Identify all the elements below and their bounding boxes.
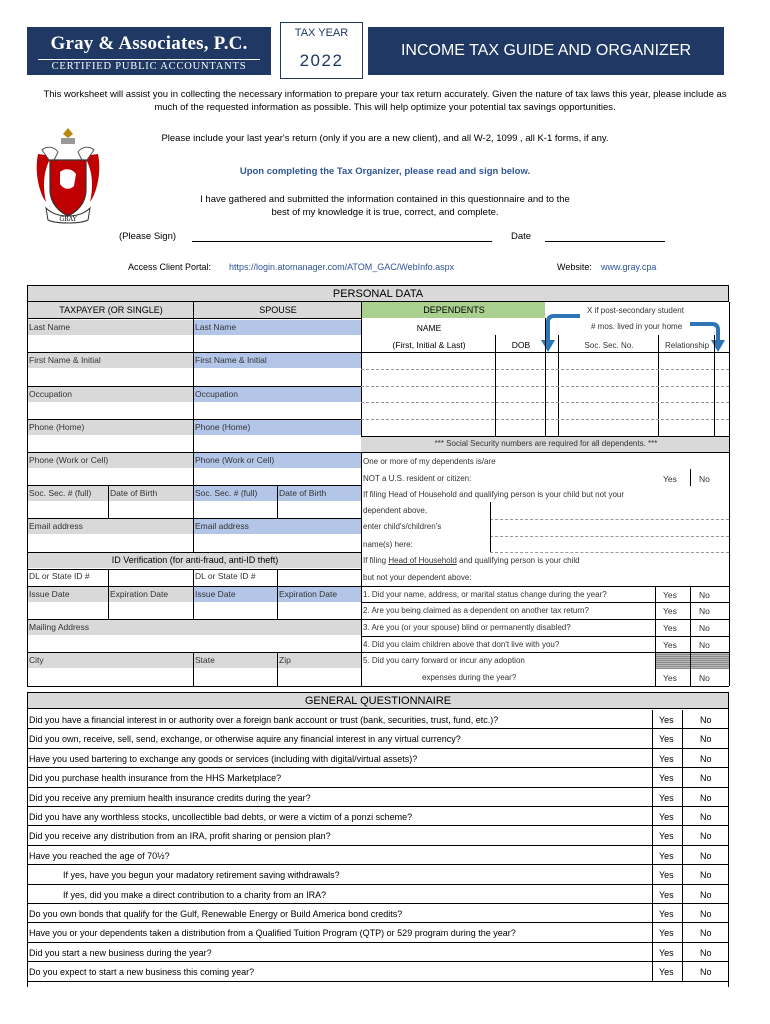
date-label: Date [511, 231, 532, 242]
pd-question-1: 1. Did your name, address, or marital status change during the year? [363, 590, 607, 599]
yes-option[interactable]: Yes [659, 928, 674, 939]
mailing-address: Mailing Address [27, 620, 361, 635]
city: City [27, 653, 193, 668]
yes-option[interactable]: Yes [659, 850, 674, 861]
pd-question-5a: 5. Did you carry forward or incur any adoption [363, 656, 525, 665]
yes-option[interactable]: Yes [659, 792, 674, 803]
question-text: If yes, did you make a direct contribution to a charity from an IRA? [63, 889, 327, 900]
no-option[interactable]: No [700, 850, 712, 861]
pd-question-2: 2. Are you being claimed as a dependent on another tax return? [363, 606, 589, 615]
question-row [27, 710, 729, 729]
pd-question-4: 4. Did you claim children above that don't live with you? [363, 640, 560, 649]
question-row [27, 826, 729, 845]
sp-ssn: Soc. Sec. # (full) [193, 486, 277, 501]
no-option[interactable]: No [700, 889, 712, 900]
pd-q5-no[interactable]: No [699, 673, 710, 683]
firm-rule [38, 59, 260, 60]
sp-email: Email address [193, 519, 361, 534]
question-row [27, 904, 729, 923]
tp-first-name: First Name & Initial [27, 353, 193, 368]
firm-subtitle: CERTIFIED PUBLIC ACCOUNTANTS [51, 61, 247, 72]
question-row [27, 846, 729, 865]
id-verification-header: ID Verification (for anti-fraud, anti-ID theft) [27, 553, 361, 568]
pd-q3-yes[interactable]: Yes [663, 623, 677, 633]
question-text: Have you reached the age of 70½? [29, 850, 170, 861]
question-text: Did you start a new business during the year? [29, 947, 212, 958]
tp-expiration: Expiration Date [108, 587, 193, 602]
question-row [27, 749, 729, 768]
no-option[interactable]: No [700, 734, 712, 745]
tp-phone-home: Phone (Home) [27, 420, 193, 435]
tp-ssn: Soc. Sec. # (full) [27, 486, 108, 501]
ssn-required-note: *** Social Security numbers are required for all dependents. *** [361, 436, 729, 452]
svg-text:GRAY: GRAY [59, 216, 77, 223]
months-note: # mos. lived in your home [591, 322, 683, 331]
website-link[interactable]: www.gray.cpa [601, 262, 657, 272]
no-option[interactable]: No [700, 909, 712, 919]
gathered-line: I have gathered and submitted the information contained in this questionnaire and to the best of my knowledge it is true, correct, and complete. [200, 194, 570, 218]
dependents-header: DEPENDENTS [361, 302, 545, 318]
firm-name: Gray & Associates, P.C. [50, 33, 248, 54]
pd-q5-yes[interactable]: Yes [663, 673, 677, 683]
yes-option[interactable]: Yes [659, 947, 674, 958]
pd-q2-yes[interactable]: Yes [663, 606, 677, 616]
hoh-5a: If filing [363, 556, 389, 565]
question-text: Have you used bartering to exchange any goods or services (including with digital/virtual assets)? [29, 753, 418, 764]
dep-name-sub: (First, Initial & Last) [392, 340, 466, 350]
no-option[interactable]: No [700, 947, 712, 958]
portal-link[interactable]: https://login.atomanager.com/ATOM_GAC/WebInfo.aspx [229, 262, 455, 272]
no-option[interactable]: No [700, 715, 712, 725]
hoh-line-3: enter child's/children's [363, 522, 442, 531]
no-option[interactable]: No [700, 967, 712, 978]
no-option[interactable]: No [700, 831, 712, 842]
sp-phone-work: Phone (Work or Cell) [193, 453, 361, 468]
date-field[interactable] [545, 241, 665, 242]
question-text: Do you expect to start a new business this coming year? [29, 967, 255, 978]
question-row [27, 923, 729, 942]
tp-phone-work: Phone (Work or Cell) [27, 453, 193, 468]
question-row [27, 729, 729, 748]
hoh-line-1: If filing Head of Household and qualifying person is your child but not your [363, 490, 625, 499]
question-text: Did you receive any premium health insurance credits during the year? [29, 792, 311, 803]
question-text: Do you own bonds that qualify for the Gulf, Renewable Energy or Build America bond credits? [29, 909, 403, 919]
q5-shaded-cell [656, 653, 729, 669]
sp-expiration: Expiration Date [277, 587, 361, 602]
state: State [193, 653, 277, 668]
pd-q2-no[interactable]: No [699, 606, 710, 616]
firm-logo-box [27, 27, 271, 75]
taxpayer-header: TAXPAYER (OR SINGLE) [27, 302, 193, 318]
sp-first-name: First Name & Initial [193, 353, 361, 368]
no-option[interactable]: No [700, 773, 712, 784]
dep-relationship-header: Relationship [664, 341, 710, 350]
question-text: Did you have a financial interest in or authority over a foreign bank account or trust (bank, securities, trust, fund, etc.)? [29, 715, 499, 725]
spouse-header: SPOUSE [193, 302, 361, 318]
yes-option[interactable]: Yes [659, 967, 674, 978]
question-text: Have you or your dependents taken a distribution from a Qualified Tuition Program (QTP) or 529 program during the year? [29, 928, 516, 939]
yes-option[interactable]: Yes [659, 734, 674, 745]
tp-occupation: Occupation [27, 387, 193, 402]
yes-option[interactable]: Yes [659, 909, 674, 919]
sp-occupation: Occupation [193, 387, 361, 402]
question-row [27, 943, 729, 962]
hoh-line-6: but not your dependent above: [363, 573, 472, 582]
zip: Zip [277, 653, 361, 668]
not-us-yes[interactable]: Yes [663, 474, 677, 484]
hoh-line-4: name(s) here: [363, 540, 413, 549]
question-row [27, 807, 729, 826]
yes-option[interactable]: Yes [659, 870, 674, 881]
no-option[interactable]: No [700, 870, 712, 881]
tp-dl: DL or State ID # [29, 571, 90, 581]
website-label: Website: [557, 262, 592, 272]
no-option[interactable]: No [700, 812, 712, 822]
sp-dob: Date of Birth [277, 486, 361, 501]
question-row [27, 962, 729, 981]
yes-option[interactable]: Yes [659, 889, 674, 900]
question-text: If yes, have you begun your madatory retirement saving withdrawals? [63, 870, 340, 881]
sp-dl: DL or State ID # [195, 571, 256, 581]
guide-title: INCOME TAX GUIDE AND ORGANIZER [368, 27, 724, 75]
yes-option[interactable]: Yes [659, 812, 674, 822]
pd-q4-yes[interactable]: Yes [663, 640, 677, 650]
sign-label: (Please Sign) [119, 231, 177, 242]
sp-phone-home: Phone (Home) [193, 420, 361, 435]
yes-option[interactable]: Yes [659, 831, 674, 842]
personal-data-title: PERSONAL DATA [27, 285, 729, 302]
hoh-line-2: dependent above, [363, 506, 428, 515]
sp-last-name: Last Name [193, 320, 361, 335]
not-us-no[interactable]: No [699, 474, 710, 484]
question-text: Did you own, receive, sell, send, exchange, or otherwise aquire any financial interest in any virtual currency? [29, 734, 461, 745]
tp-dob: Date of Birth [108, 486, 193, 501]
upon-line: Upon completing the Tax Organizer, please read and sign below. [239, 166, 531, 177]
pd-question-3: 3. Are you (or your spouse) blind or permanently disabled? [363, 623, 571, 632]
tax-year-value: 2022 [299, 51, 344, 70]
sp-issue-date: Issue Date [193, 587, 277, 602]
dep-dob-header: DOB [511, 340, 531, 350]
question-row [27, 768, 729, 787]
pd-q1-yes[interactable]: Yes [663, 590, 677, 600]
tax-year-label: TAX YEAR [294, 27, 349, 39]
pd-q1-no[interactable]: No [699, 590, 710, 600]
dep-name-header: NAME [416, 323, 442, 333]
question-row [27, 788, 729, 807]
question-text: Did you receive any distribution from an IRA, profit sharing or pension plan? [29, 831, 331, 842]
one-or-more-label: One or more of my dependents is/are [363, 457, 496, 466]
tp-last-name: Last Name [27, 320, 193, 335]
hoh-5c: and qualifying person is your child [456, 556, 580, 565]
pd-question-5b: expenses during the year? [422, 673, 517, 682]
pd-q4-no[interactable]: No [699, 640, 710, 650]
signature-field[interactable] [192, 241, 492, 242]
hoh-line-5 [361, 556, 580, 565]
yes-option[interactable]: Yes [659, 753, 674, 764]
intro-text: This worksheet will assist you in collecting the necessary information to prepare your tax return accurately. Given the nature of tax laws this year, please include as much of the requested information as possible. This will help optimize your potential tax savings opportunities. [43, 89, 727, 113]
portal-label: Access Client Portal: [128, 262, 212, 272]
general-questionnaire-title: GENERAL QUESTIONNAIRE [27, 692, 729, 709]
no-option[interactable]: No [700, 753, 712, 764]
no-option[interactable]: No [700, 928, 712, 939]
hoh-5b: Head of Household [388, 556, 457, 565]
include-line: Please include your last year's return (only if you are a new client), and all W-2, 1099 , all K-1 forms, if any. [161, 133, 609, 144]
yes-option[interactable]: Yes [659, 773, 674, 784]
question-row [27, 885, 729, 904]
question-text: Did you purchase health insurance from the HHS Marketplace? [29, 773, 282, 784]
tp-issue-date: Issue Date [27, 587, 108, 602]
pd-q3-no[interactable]: No [699, 623, 710, 633]
question-row [27, 865, 729, 884]
tp-email: Email address [27, 519, 193, 534]
postsecondary-note: X if post-secondary student [587, 306, 684, 315]
not-us-label: NOT a U.S. resident or citizen: [363, 474, 472, 483]
question-text: Did you have any worthless stocks, uncollectible bad debts, or were a victim of a ponzi scheme? [29, 812, 413, 822]
dep-ssn-header: Soc. Sec. No. [584, 341, 634, 350]
tax-year-box [280, 22, 363, 79]
no-option[interactable]: No [700, 792, 712, 803]
yes-option[interactable]: Yes [659, 715, 674, 725]
